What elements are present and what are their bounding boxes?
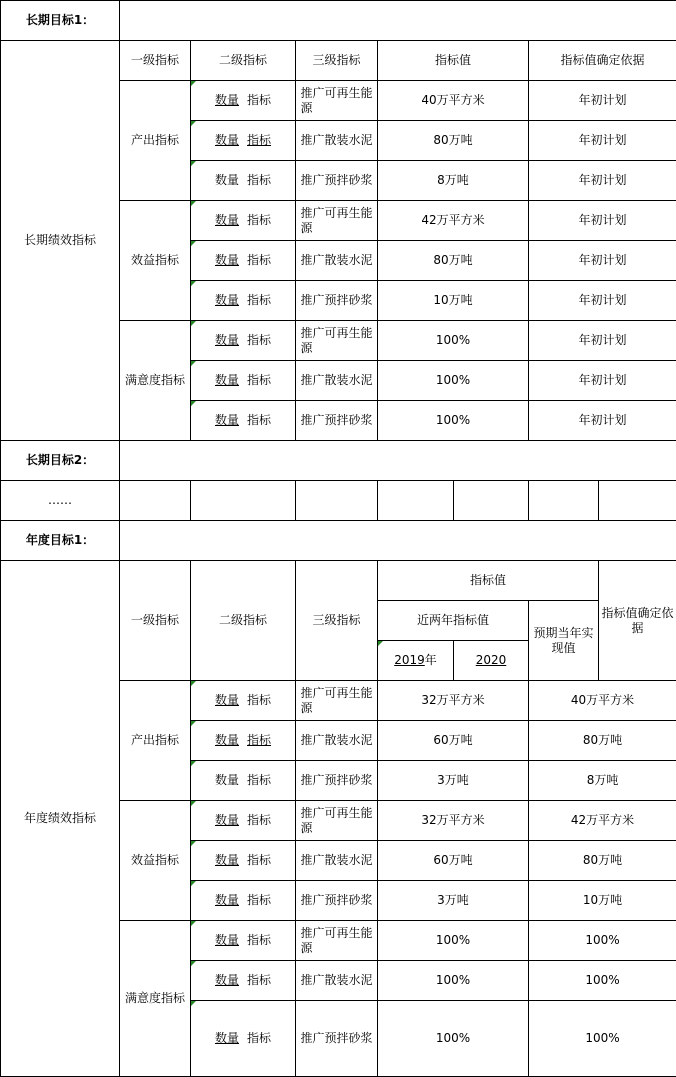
output-category: 产出指标 — [120, 81, 191, 201]
long-goal-2-value — [120, 441, 676, 481]
level2-cell — [191, 961, 296, 1001]
basis-value: 年初计划 — [529, 201, 676, 241]
level3-text: 推广可再生能源 — [300, 925, 373, 955]
recent-value: 60万吨 — [378, 841, 529, 881]
quantity-label: 数量 — [214, 373, 239, 387]
level2-cell — [191, 881, 296, 921]
level3-cell — [296, 841, 378, 881]
level3-text: 推广预拌砂浆 — [300, 773, 373, 787]
recent-value: 60万吨 — [378, 721, 529, 761]
col-level1: 一级指标 — [120, 561, 191, 681]
level2-cell — [191, 721, 296, 761]
level3-cell — [296, 81, 378, 121]
col-recent-two-years: 近两年指标值 — [378, 601, 529, 641]
indicator-label: 指标 — [247, 93, 272, 107]
level2-cell — [191, 1001, 296, 1077]
level3-cell — [296, 361, 378, 401]
table-row — [1, 441, 676, 481]
level2-cell — [191, 241, 296, 281]
indicator-value: 80万吨 — [378, 241, 529, 281]
level3-cell — [296, 721, 378, 761]
quantity-label: 数量 — [214, 253, 239, 267]
indicator-value: 42万平方米 — [378, 201, 529, 241]
col-basis: 指标值确定依据 — [529, 41, 676, 81]
col-level3: 三级指标 — [296, 561, 378, 681]
indicator-label: 指标 — [247, 853, 272, 867]
level2-cell — [191, 841, 296, 881]
level2-cell — [191, 321, 296, 361]
level3-text: 推广散装水泥 — [300, 733, 373, 747]
expected-value: 8万吨 — [529, 761, 676, 801]
indicator-label: 指标 — [247, 253, 272, 267]
quantity-label: 数量 — [214, 973, 239, 987]
quantity-label: 数量 — [214, 173, 239, 187]
expected-value: 80万吨 — [529, 841, 676, 881]
table-row — [1, 481, 676, 521]
long-perf-category: 长期绩效指标 — [1, 41, 120, 441]
level3-text: 推广散装水泥 — [300, 973, 373, 987]
col-level1: 一级指标 — [120, 41, 191, 81]
col-level2: 二级指标 — [191, 561, 296, 681]
satisfaction-category: 满意度指标 — [120, 321, 191, 441]
empty-cell — [191, 481, 296, 521]
level3-text: 推广可再生能源 — [300, 325, 373, 355]
level3-cell — [296, 161, 378, 201]
indicator-label: 指标 — [247, 693, 272, 707]
table-row — [1, 1, 676, 41]
indicator-label: 指标 — [247, 293, 272, 307]
expected-value: 100% — [529, 961, 676, 1001]
level3-text: 推广散装水泥 — [300, 373, 373, 387]
indicator-label: 指标 — [247, 733, 272, 747]
quantity-label: 数量 — [214, 813, 239, 827]
level3-cell — [296, 241, 378, 281]
level3-text: 推广可再生能源 — [300, 85, 373, 115]
basis-value: 年初计划 — [529, 321, 676, 361]
level3-text: 推广预拌砂浆 — [300, 893, 373, 907]
expected-value: 40万平方米 — [529, 681, 676, 721]
quantity-label: 数量 — [214, 213, 239, 227]
recent-value: 32万平方米 — [378, 801, 529, 841]
col-level3: 三级指标 — [296, 41, 378, 81]
quantity-label: 数量 — [214, 853, 239, 867]
level3-text: 推广预拌砂浆 — [300, 293, 373, 307]
basis-value: 年初计划 — [529, 121, 676, 161]
level2-cell — [191, 401, 296, 441]
quantity-label: 数量 — [214, 333, 239, 347]
level3-text: 推广预拌砂浆 — [300, 173, 373, 187]
year-2020: 2020 — [475, 653, 507, 667]
level3-text: 推广散装水泥 — [300, 133, 373, 147]
expected-value: 100% — [529, 1001, 676, 1077]
benefit-category: 效益指标 — [120, 801, 191, 921]
long-goal-1-label: 长期目标1： — [1, 1, 120, 41]
level2-cell — [191, 921, 296, 961]
year-suffix: 年 — [424, 653, 437, 667]
indicator-label: 指标 — [247, 333, 272, 347]
col-value: 指标值 — [378, 41, 529, 81]
quantity-label: 数量 — [214, 893, 239, 907]
indicator-value: 8万吨 — [378, 161, 529, 201]
basis-value: 年初计划 — [529, 241, 676, 281]
level2-cell — [191, 361, 296, 401]
empty-cell — [599, 481, 676, 521]
col-year-2020 — [454, 641, 529, 681]
indicator-label: 指标 — [247, 813, 272, 827]
indicator-value: 80万吨 — [378, 121, 529, 161]
expected-value: 10万吨 — [529, 881, 676, 921]
expected-value: 42万平方米 — [529, 801, 676, 841]
col-year-2019 — [378, 641, 454, 681]
basis-value: 年初计划 — [529, 281, 676, 321]
level2-cell — [191, 681, 296, 721]
basis-value: 年初计划 — [529, 81, 676, 121]
level2-cell — [191, 761, 296, 801]
level2-cell — [191, 201, 296, 241]
empty-cell — [378, 481, 454, 521]
empty-cell — [120, 481, 191, 521]
level3-cell — [296, 921, 378, 961]
level3-text: 推广可再生能源 — [300, 205, 373, 235]
level3-text: 推广散装水泥 — [300, 253, 373, 267]
long-goal-2-label: 长期目标2： — [1, 441, 120, 481]
level3-cell — [296, 201, 378, 241]
indicator-label: 指标 — [247, 373, 272, 387]
indicator-label: 指标 — [247, 133, 272, 147]
basis-value: 年初计划 — [529, 361, 676, 401]
recent-value: 3万吨 — [378, 881, 529, 921]
level2-cell — [191, 281, 296, 321]
annual-goal-1-value — [120, 521, 676, 561]
recent-value: 32万平方米 — [378, 681, 529, 721]
col-level2: 二级指标 — [191, 41, 296, 81]
expected-value: 100% — [529, 921, 676, 961]
indicator-label: 指标 — [247, 1031, 272, 1045]
level3-cell — [296, 881, 378, 921]
expected-value: 80万吨 — [529, 721, 676, 761]
indicator-label: 指标 — [247, 173, 272, 187]
indicator-value: 100% — [378, 361, 529, 401]
quantity-label: 数量 — [214, 413, 239, 427]
year-2019: 2019 — [394, 653, 425, 667]
level2-cell — [191, 81, 296, 121]
level3-text: 推广可再生能源 — [300, 685, 373, 715]
recent-value: 100% — [378, 921, 529, 961]
quantity-label: 数量 — [214, 693, 239, 707]
level3-cell — [296, 761, 378, 801]
empty-cell — [296, 481, 378, 521]
indicator-label: 指标 — [247, 893, 272, 907]
level3-text: 推广预拌砂浆 — [300, 1031, 373, 1045]
quantity-label: 数量 — [214, 293, 239, 307]
recent-value: 100% — [378, 1001, 529, 1077]
level3-cell — [296, 281, 378, 321]
output-category: 产出指标 — [120, 681, 191, 801]
indicator-label: 指标 — [247, 773, 272, 787]
satisfaction-category: 满意度指标 — [120, 921, 191, 1077]
indicator-label: 指标 — [247, 213, 272, 227]
empty-cell — [529, 481, 599, 521]
level3-text: 推广散装水泥 — [300, 853, 373, 867]
level3-text: 推广可再生能源 — [300, 805, 373, 835]
basis-value: 年初计划 — [529, 401, 676, 441]
quantity-label: 数量 — [214, 1031, 239, 1045]
indicator-label: 指标 — [247, 973, 272, 987]
indicator-value: 100% — [378, 321, 529, 361]
ellipsis-cell: …… — [1, 481, 120, 521]
level3-cell — [296, 681, 378, 721]
indicator-label: 指标 — [247, 933, 272, 947]
benefit-category: 效益指标 — [120, 201, 191, 321]
col-value: 指标值 — [378, 561, 599, 601]
level3-cell — [296, 801, 378, 841]
level3-cell — [296, 401, 378, 441]
level3-cell — [296, 1001, 378, 1077]
level3-text: 推广预拌砂浆 — [300, 413, 373, 427]
quantity-label: 数量 — [214, 933, 239, 947]
indicator-value: 40万平方米 — [378, 81, 529, 121]
indicator-value: 100% — [378, 401, 529, 441]
quantity-label: 数量 — [214, 773, 239, 787]
level3-cell — [296, 121, 378, 161]
col-expected-current: 预期当年实现值 — [529, 601, 599, 681]
table-row — [1, 41, 676, 81]
long-goal-1-value — [120, 1, 676, 41]
level2-cell — [191, 121, 296, 161]
level2-cell — [191, 161, 296, 201]
table-row — [1, 561, 676, 601]
recent-value: 3万吨 — [378, 761, 529, 801]
quantity-label: 数量 — [214, 133, 239, 147]
indicator-label: 指标 — [247, 413, 272, 427]
level3-cell — [296, 321, 378, 361]
quantity-label: 数量 — [214, 733, 239, 747]
recent-value: 100% — [378, 961, 529, 1001]
annual-goal-1-label: 年度目标1： — [1, 521, 120, 561]
basis-value: 年初计划 — [529, 161, 676, 201]
table-row — [1, 521, 676, 561]
level2-cell — [191, 801, 296, 841]
level3-cell — [296, 961, 378, 1001]
col-basis: 指标值确定依据 — [599, 561, 676, 681]
empty-cell — [454, 481, 529, 521]
indicator-value: 10万吨 — [378, 281, 529, 321]
annual-perf-category: 年度绩效指标 — [1, 561, 120, 1077]
quantity-label: 数量 — [214, 93, 239, 107]
